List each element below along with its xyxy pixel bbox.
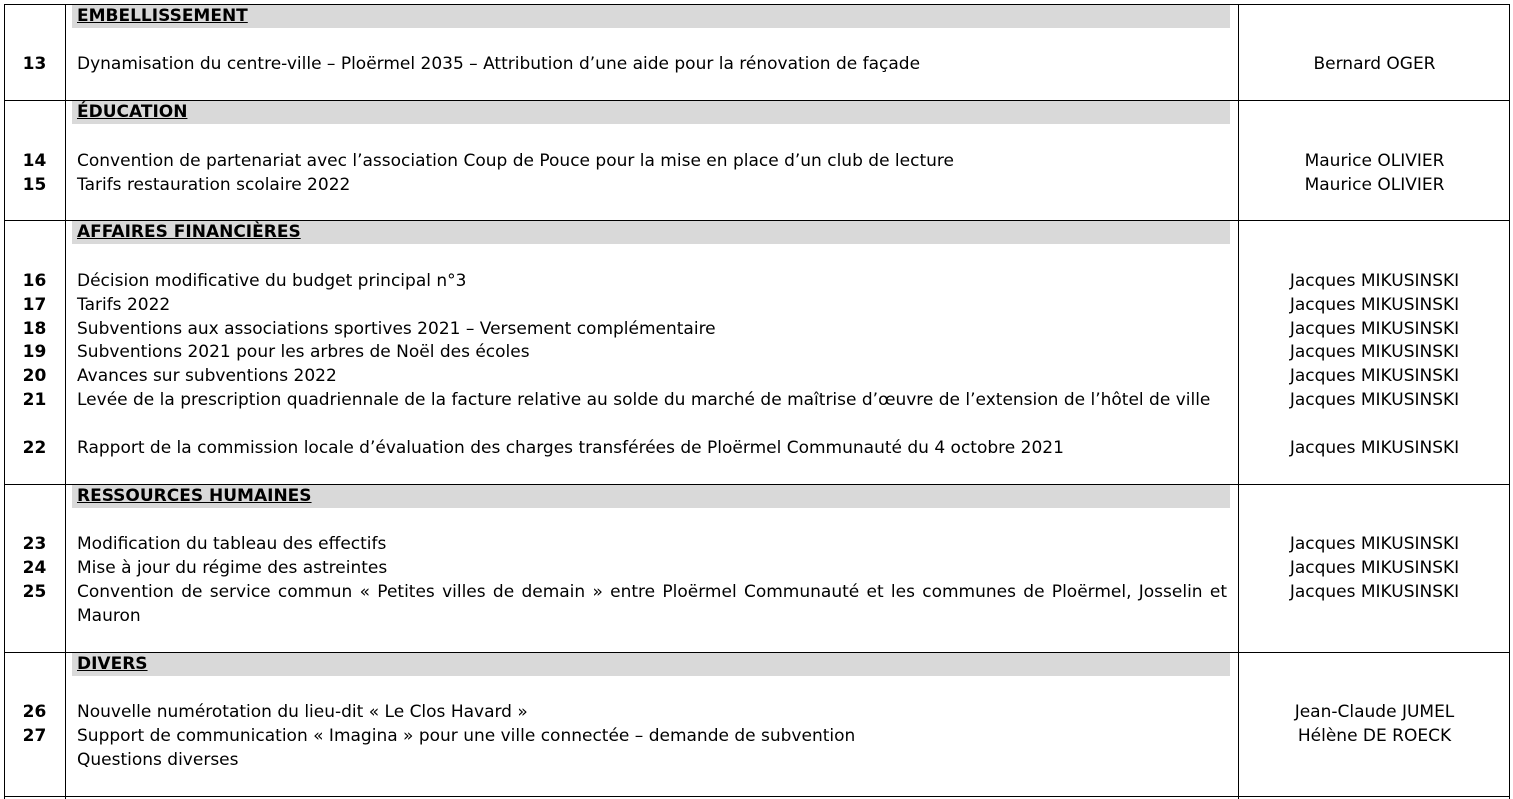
item-title: Avances sur subventions 2022 bbox=[77, 366, 337, 386]
item-rapporteur: Maurice OLIVIER bbox=[1304, 175, 1445, 195]
item-rapporteur: Jacques MIKUSINSKI bbox=[1289, 319, 1460, 339]
section-header-bar bbox=[72, 101, 1230, 124]
item-title: Modification du tableau des effectifs bbox=[77, 534, 387, 554]
section-title: ÉDUCATION bbox=[77, 102, 188, 122]
item-rapporteur: Jacques MIKUSINSKI bbox=[1289, 342, 1460, 362]
item-title: Levée de la prescription quadriennale de la facture relative au solde du marché de maîtrise d’œuvre de l’extension de l’hôtel de ville bbox=[77, 390, 1211, 410]
item-number: 16 bbox=[22, 271, 47, 291]
item-title: Tarifs 2022 bbox=[77, 295, 171, 315]
item-title: Support de communication « Imagina » pour une ville connectée – demande de subvention bbox=[77, 726, 856, 746]
item-number: 18 bbox=[22, 319, 47, 339]
item-rapporteur: Jacques MIKUSINSKI bbox=[1289, 558, 1460, 578]
item-title: Convention de service commun « Petites villes de demain » entre Ploërmel Communauté et les communes de Ploërmel, Josselin et Mauron bbox=[77, 582, 1227, 626]
item-number: 19 bbox=[22, 342, 47, 362]
item-title: Rapport de la commission locale d’évaluation des charges transférées de Ploërmel Communauté du 4 octobre 2021 bbox=[77, 438, 1064, 458]
item-number: 23 bbox=[22, 534, 47, 554]
item-number: 27 bbox=[22, 726, 47, 746]
item-rapporteur: Maurice OLIVIER bbox=[1304, 151, 1445, 171]
item-title: Décision modificative du budget principal n°3 bbox=[77, 271, 467, 291]
item-rapporteur: Jean-Claude JUMEL bbox=[1294, 702, 1455, 722]
item-title: Questions diverses bbox=[77, 750, 239, 770]
item-number: 25 bbox=[22, 582, 47, 602]
item-rapporteur: Jacques MIKUSINSKI bbox=[1289, 271, 1460, 291]
item-rapporteur: Jacques MIKUSINSKI bbox=[1289, 295, 1460, 315]
item-rapporteur: Jacques MIKUSINSKI bbox=[1289, 390, 1460, 410]
item-number: 22 bbox=[22, 438, 47, 458]
item-number: 26 bbox=[22, 702, 47, 722]
table-border-bottom bbox=[4, 796, 1510, 797]
item-number: 17 bbox=[22, 295, 47, 315]
item-rapporteur: Bernard OGER bbox=[1313, 54, 1436, 74]
section-title: AFFAIRES FINANCIÈRES bbox=[77, 222, 301, 242]
item-number: 15 bbox=[22, 175, 47, 195]
item-title: Tarifs restauration scolaire 2022 bbox=[77, 175, 351, 195]
item-title: Nouvelle numérotation du lieu-dit « Le Clos Havard » bbox=[77, 702, 528, 722]
section-title: DIVERS bbox=[77, 654, 148, 674]
column-divider bbox=[65, 4, 66, 799]
item-title: Dynamisation du centre-ville – Ploërmel 2035 – Attribution d’une aide pour la rénovation de façade bbox=[77, 54, 921, 74]
item-rapporteur: Jacques MIKUSINSKI bbox=[1289, 582, 1460, 602]
item-title: Subventions 2021 pour les arbres de Noël des écoles bbox=[77, 342, 530, 362]
item-number: 21 bbox=[22, 390, 47, 410]
item-number: 24 bbox=[22, 558, 47, 578]
item-number: 13 bbox=[22, 54, 47, 74]
section-header-bar bbox=[72, 653, 1230, 676]
item-number: 20 bbox=[22, 366, 47, 386]
section-title: RESSOURCES HUMAINES bbox=[77, 486, 312, 506]
item-title: Subventions aux associations sportives 2021 – Versement complémentaire bbox=[77, 319, 716, 339]
item-title: Mise à jour du régime des astreintes bbox=[77, 558, 388, 578]
section-title: EMBELLISSEMENT bbox=[77, 6, 248, 26]
item-rapporteur: Hélène DE ROECK bbox=[1297, 726, 1452, 746]
item-title: Convention de partenariat avec l’association Coup de Pouce pour la mise en place d’un club de lecture bbox=[77, 151, 954, 171]
item-rapporteur: Jacques MIKUSINSKI bbox=[1289, 534, 1460, 554]
item-rapporteur: Jacques MIKUSINSKI bbox=[1289, 366, 1460, 386]
item-rapporteur: Jacques MIKUSINSKI bbox=[1289, 438, 1460, 458]
item-number: 14 bbox=[22, 151, 47, 171]
